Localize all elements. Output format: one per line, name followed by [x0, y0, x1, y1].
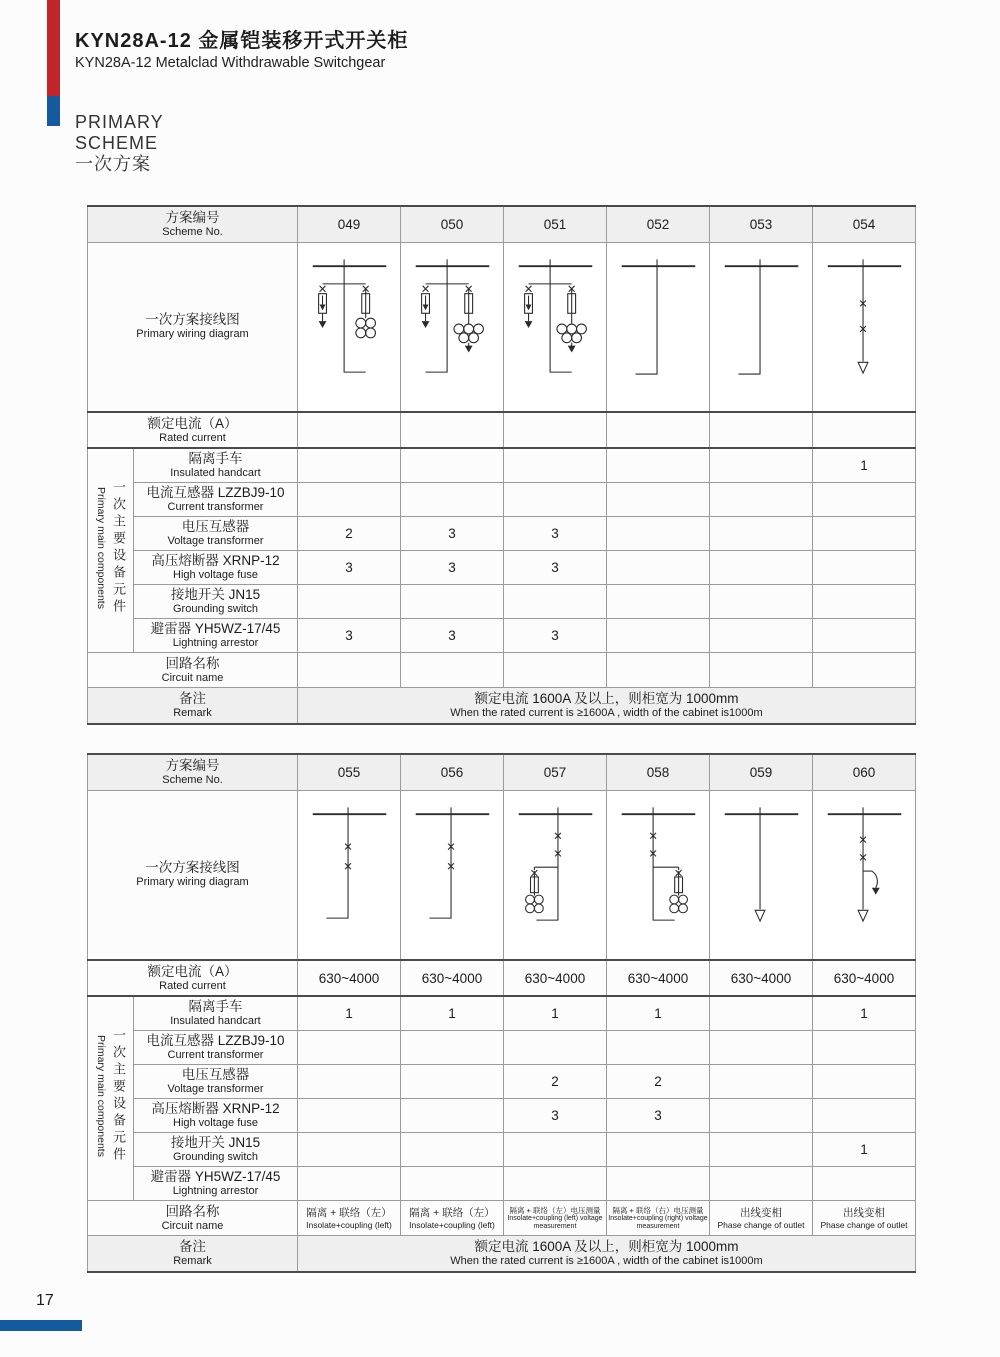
table-cell: [298, 653, 401, 688]
component-row-handcart: [88, 996, 916, 1030]
table-cell: [401, 653, 504, 688]
wiring-diagram-label-en: Primary wiring diagram: [136, 876, 249, 889]
table-cell: [813, 1064, 916, 1098]
table-cell: [710, 1030, 813, 1064]
table-cell: 1: [401, 996, 504, 1030]
table-cell: 1: [504, 996, 607, 1030]
table-cell: [401, 1132, 504, 1166]
component-label-en: Insulated handcart: [170, 466, 261, 479]
component-label-en: Lightning arrestor: [172, 1184, 259, 1197]
circuit-name-055: 隔离 + 联络（左） Insolate+coupling (left): [298, 1201, 401, 1236]
component-label-zh: 高压熔断器 XRNP-12: [151, 1100, 280, 1116]
table-cell: [401, 1030, 504, 1064]
circuit-name-058: 隔离 + 联络（右）电压测量 Insolate+coupling (right) voltage measurement: [607, 1201, 710, 1236]
table-cell: 3: [504, 1098, 607, 1132]
wiring-diagram-056: [402, 792, 503, 958]
table-cell: [710, 584, 813, 618]
component-label-zh: 电流互感器 LZZBJ9-10: [146, 484, 285, 500]
scheme-number-059: 059: [710, 754, 813, 790]
component-label-zh: 接地开关 JN15: [170, 1134, 261, 1150]
section-title-line3: 一次方案: [75, 154, 151, 174]
accent-bar-blue: [47, 96, 60, 126]
footer-accent-bar: [0, 1320, 82, 1331]
component-row-handcart: [88, 448, 916, 482]
table-cell: [813, 516, 916, 550]
table-cell: 3: [504, 618, 607, 652]
table-cell: [504, 653, 607, 688]
table-cell: [607, 584, 710, 618]
page-number: 17: [36, 1292, 54, 1309]
table-cell: [607, 448, 710, 482]
remark-label-zh: 备注: [179, 1238, 206, 1254]
table-cell: 630~4000: [813, 960, 916, 996]
remark-row: [88, 1236, 916, 1272]
component-label: [134, 1030, 298, 1064]
table-cell: [298, 1098, 401, 1132]
group-label-en: Primary main components: [95, 1035, 107, 1157]
table-cell: [401, 482, 504, 516]
wiring-diagram-054: [814, 244, 915, 410]
component-label-en: High voltage fuse: [173, 568, 258, 581]
scheme-number-row: [88, 754, 916, 790]
table-cell: [710, 1098, 813, 1132]
component-label-en: Lightning arrestor: [172, 636, 259, 649]
table-cell: [504, 584, 607, 618]
table-cell: 3: [298, 618, 401, 652]
remark-label: [88, 688, 298, 724]
component-label-zh: 隔离手车: [188, 998, 243, 1014]
table-cell: [710, 482, 813, 516]
table-cell: 3: [504, 516, 607, 550]
wiring-diagram-row: [88, 242, 916, 412]
scheme-number-057: 057: [504, 754, 607, 790]
component-row-ground: [88, 584, 916, 618]
component-label: [134, 1166, 298, 1200]
table-cell: [813, 412, 916, 448]
table-cell: [607, 1030, 710, 1064]
component-label-en: Insulated handcart: [170, 1014, 261, 1027]
wiring-diagram-row: [88, 790, 916, 960]
page-title-zh: KYN28A-12 金属铠装移开式开关柜: [75, 30, 409, 52]
table-cell: 1: [813, 996, 916, 1030]
component-label-en: Current transformer: [167, 500, 264, 513]
table-cell: [710, 1064, 813, 1098]
circuit-name-label: [88, 653, 298, 688]
table-cell: [504, 1132, 607, 1166]
scheme-number-060: 060: [813, 754, 916, 790]
wiring-diagram-label-zh: 一次方案接线图: [145, 312, 240, 328]
table-cell: 3: [401, 516, 504, 550]
table-cell: 630~4000: [504, 960, 607, 996]
wiring-diagram-060: [814, 792, 915, 958]
table-cell: [607, 516, 710, 550]
scheme-no-label: [88, 754, 298, 790]
table-cell: [813, 653, 916, 688]
table-cell: 3: [607, 1098, 710, 1132]
accent-bar-red: [47, 0, 60, 96]
component-label-zh: 避雷器 YH5WZ-17/45: [150, 1168, 281, 1184]
group-label-zh: 一次主要设备元件: [111, 1028, 126, 1164]
component-label-en: Voltage transformer: [167, 1082, 264, 1095]
table-cell: 2: [298, 516, 401, 550]
table-cell: [710, 1166, 813, 1200]
table-cell: [710, 1132, 813, 1166]
table-cell: [298, 1030, 401, 1064]
table-cell: [607, 550, 710, 584]
table-cell: 1: [298, 996, 401, 1030]
table-cell: [710, 516, 813, 550]
remark-label-en: Remark: [173, 1254, 212, 1267]
circuit-name-row: [88, 653, 916, 688]
component-row-fuse: [88, 1098, 916, 1132]
table-cell: [607, 653, 710, 688]
table-cell: [298, 1064, 401, 1098]
table-cell: [504, 448, 607, 482]
table-cell: [298, 1132, 401, 1166]
component-label-en: Grounding switch: [173, 1150, 258, 1163]
component-label: [134, 1098, 298, 1132]
table-cell: [813, 584, 916, 618]
component-label-en: High voltage fuse: [173, 1116, 258, 1129]
table-cell: [813, 1166, 916, 1200]
rated-current-row: [88, 960, 916, 996]
table-cell: [607, 482, 710, 516]
rated-current-label: [88, 960, 298, 996]
wiring-diagram-058: [608, 792, 709, 958]
wiring-diagram-label-zh: 一次方案接线图: [145, 860, 240, 876]
table-cell: [813, 618, 916, 652]
circuit-name-059: 出线变相 Phase change of outlet: [710, 1201, 813, 1236]
table-cell: 1: [607, 996, 710, 1030]
wiring-diagram-label-en: Primary wiring diagram: [136, 328, 249, 341]
wiring-diagram-051: [505, 244, 606, 410]
scheme-number-054: 054: [813, 206, 916, 242]
component-label-en: Voltage transformer: [167, 534, 264, 547]
component-label-zh: 电压互感器: [181, 518, 250, 534]
table-cell: [813, 1098, 916, 1132]
scheme-no-label-en: Scheme No.: [162, 773, 223, 786]
table-cell: [298, 448, 401, 482]
component-label: [134, 1064, 298, 1098]
table-cell: [710, 996, 813, 1030]
circuit-name-056: 隔离 + 联络（左） Insolate+coupling (left): [401, 1201, 504, 1236]
table-cell: [710, 412, 813, 448]
wiring-diagram-059: [711, 792, 812, 958]
component-label: [134, 618, 298, 652]
scheme-table-1: [87, 205, 916, 725]
component-label-zh: 隔离手车: [188, 450, 243, 466]
scheme-number-056: 056: [401, 754, 504, 790]
wiring-diagram-label: [88, 790, 298, 960]
table-cell: [710, 653, 813, 688]
rated-current-row: [88, 412, 916, 448]
remark-text-en: When the rated current is ≥1600A , width of the cabinet is1000m: [450, 1254, 763, 1267]
section-title-line2: SCHEME: [75, 133, 159, 153]
component-row-arrester: [88, 618, 916, 652]
table-cell: 3: [504, 550, 607, 584]
wiring-diagram-049: [299, 244, 400, 410]
table-cell: 630~4000: [298, 960, 401, 996]
remark-text-en: When the rated current is ≥1600A , width of the cabinet is1000m: [450, 706, 763, 719]
component-label: [134, 550, 298, 584]
table-cell: [298, 1166, 401, 1200]
table-cell: [607, 1132, 710, 1166]
table-cell: [298, 584, 401, 618]
section-title: [75, 112, 164, 175]
scheme-no-label: [88, 206, 298, 242]
remark-text-zh: 额定电流 1600A 及以上，则柜宽为 1000mm: [474, 1238, 739, 1254]
circuit-name-label-en: Circuit name: [161, 1219, 224, 1232]
scheme-no-label-zh: 方案编号: [165, 757, 220, 773]
rated-current-label-en: Rated current: [159, 431, 226, 444]
table-cell: [607, 412, 710, 448]
remark-text: [298, 1236, 916, 1272]
scheme-number-row: [88, 206, 916, 242]
table-cell: [504, 1166, 607, 1200]
table-cell: 1: [813, 1132, 916, 1166]
table-cell: 3: [401, 618, 504, 652]
component-label: [134, 482, 298, 516]
table-cell: [298, 482, 401, 516]
component-label-zh: 接地开关 JN15: [170, 586, 261, 602]
circuit-name-label-zh: 回路名称: [165, 1203, 220, 1219]
page-title-en: KYN28A-12 Metalclad Withdrawable Switchgear: [75, 55, 386, 71]
scheme-number-052: 052: [607, 206, 710, 242]
table-cell: [401, 448, 504, 482]
scheme-number-055: 055: [298, 754, 401, 790]
component-row-arrester: [88, 1166, 916, 1200]
table-cell: [813, 550, 916, 584]
wiring-diagram-050: [402, 244, 503, 410]
remark-label-zh: 备注: [179, 690, 206, 706]
scheme-number-051: 051: [504, 206, 607, 242]
table-cell: [401, 412, 504, 448]
component-label-zh: 电压互感器: [181, 1066, 250, 1082]
table-cell: [607, 1166, 710, 1200]
component-label: [134, 516, 298, 550]
component-row-vt: [88, 1064, 916, 1098]
rated-current-label-en: Rated current: [159, 979, 226, 992]
remark-label: [88, 1236, 298, 1272]
wiring-diagram-053: [711, 244, 812, 410]
scheme-number-049: 049: [298, 206, 401, 242]
component-label-zh: 避雷器 YH5WZ-17/45: [150, 620, 281, 636]
wiring-diagram-label: [88, 242, 298, 412]
primary-main-components-label: [88, 996, 134, 1201]
table-cell: 630~4000: [607, 960, 710, 996]
component-row-fuse: [88, 550, 916, 584]
table-cell: [401, 584, 504, 618]
wiring-diagram-055: [299, 792, 400, 958]
component-label: [134, 448, 298, 482]
table-cell: [710, 550, 813, 584]
table-cell: [607, 618, 710, 652]
table-cell: [401, 1064, 504, 1098]
rated-current-label-zh: 额定电流（A）: [147, 415, 238, 431]
rated-current-label-zh: 额定电流（A）: [147, 963, 238, 979]
rated-current-label: [88, 412, 298, 448]
circuit-name-row: [88, 1201, 916, 1236]
circuit-name-057: 隔离 + 联络（左）电压测量 Insolate+coupling (left) voltage measurement: [504, 1201, 607, 1236]
component-label: [134, 584, 298, 618]
wiring-diagram-057: [505, 792, 606, 958]
scheme-no-label-zh: 方案编号: [165, 209, 220, 225]
table-cell: [813, 482, 916, 516]
table-cell: [710, 448, 813, 482]
component-label-en: Grounding switch: [173, 602, 258, 615]
table-cell: 630~4000: [710, 960, 813, 996]
group-label-en: Primary main components: [95, 487, 107, 609]
remark-label-en: Remark: [173, 706, 212, 719]
scheme-no-label-en: Scheme No.: [162, 225, 223, 238]
table-cell: 3: [401, 550, 504, 584]
circuit-name-label-en: Circuit name: [161, 671, 224, 684]
section-title-line1: PRIMARY: [75, 112, 164, 132]
table-cell: [504, 482, 607, 516]
component-label-zh: 高压熔断器 XRNP-12: [151, 552, 280, 568]
component-row-ground: [88, 1132, 916, 1166]
component-label-en: Current transformer: [167, 1048, 264, 1061]
table-cell: [813, 1030, 916, 1064]
component-row-vt: [88, 516, 916, 550]
component-row-ct: [88, 482, 916, 516]
table-cell: [504, 412, 607, 448]
circuit-name-label-zh: 回路名称: [165, 655, 220, 671]
table-cell: [710, 618, 813, 652]
scheme-table-2: [87, 753, 916, 1273]
table-cell: [298, 412, 401, 448]
component-label: [134, 996, 298, 1030]
component-label-zh: 电流互感器 LZZBJ9-10: [146, 1032, 285, 1048]
scheme-number-058: 058: [607, 754, 710, 790]
remark-row: [88, 688, 916, 724]
component-label: [134, 1132, 298, 1166]
component-row-ct: [88, 1030, 916, 1064]
scheme-number-050: 050: [401, 206, 504, 242]
group-label-zh: 一次主要设备元件: [111, 480, 126, 616]
table-cell: 3: [298, 550, 401, 584]
table-cell: 630~4000: [401, 960, 504, 996]
remark-text-zh: 额定电流 1600A 及以上，则柜宽为 1000mm: [474, 690, 739, 706]
circuit-name-label: [88, 1201, 298, 1236]
table-cell: 2: [504, 1064, 607, 1098]
scheme-number-053: 053: [710, 206, 813, 242]
table-cell: [504, 1030, 607, 1064]
table-cell: [401, 1098, 504, 1132]
wiring-diagram-052: [608, 244, 709, 410]
table-cell: 1: [813, 448, 916, 482]
primary-main-components-label: [88, 448, 134, 653]
circuit-name-060: 出线变相 Phase change of outlet: [813, 1201, 916, 1236]
table-cell: 2: [607, 1064, 710, 1098]
table-cell: [401, 1166, 504, 1200]
remark-text: [298, 688, 916, 724]
